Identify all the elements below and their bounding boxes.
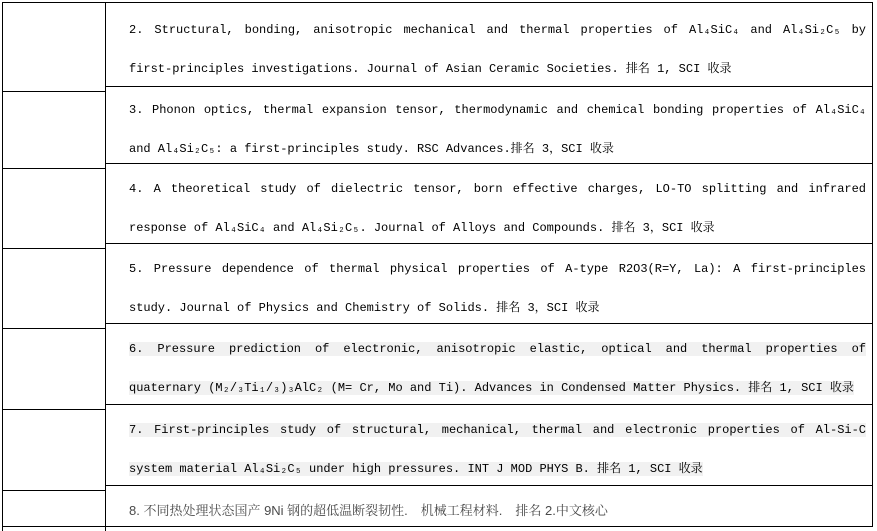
left-column-cell <box>3 3 105 91</box>
table-border-right <box>872 2 873 527</box>
publication-text-6: 6. Pressure prediction of electronic, anisotropic elastic, optical and thermal properties of quaternary (M₂/₃Ti₁/₃)₃AlC₂ (M= Cr, Mo and Ti). Advances in Condensed Matter Physics. 排名 1, SCI 收录 <box>129 342 866 395</box>
publication-text-4: 4. A theoretical study of dielectric tensor, born effective charges, LO-TO splitting and infrared response of Al₄SiC₄ and Al₄Si₂C₅. Journal of Alloys and Compounds. 排名 3，SCI 收录 <box>129 181 866 235</box>
publication-text-8: 8. 不同热处理状态国产 9Ni 钢的超低温断裂韧性. 机械工程材料. 排名 2.中文核心 <box>129 503 608 518</box>
publication-text-7: 7. First-principles study of structural, mechanical, thermal and electronic properties of Al-Si-C system material Al₄Si₂C₅ under high pressures. INT J MOD PHYS B. 排名 1, SCI 收录 <box>129 423 866 476</box>
left-column-cell <box>3 249 105 328</box>
left-column-cell <box>3 410 105 490</box>
publication-text-3: 3. Phonon optics, thermal expansion tensor, thermodynamic and chemical bonding properties of Al₄SiC₄ and Al₄Si₂C₅: a first-principles study. RSC Advances.排名 3，SCI 收录 <box>129 103 866 156</box>
publication-row-6 <box>106 324 872 404</box>
publication-row-3 <box>106 87 872 163</box>
publication-text-2: 2. Structural, bonding, anisotropic mechanical and thermal properties of Al₄SiC₄ and Al₄Si₂C₅ by first-principles investigations. Journal of Asian Ceramic Societies. 排名 1, SCI 收录 <box>129 22 866 76</box>
publication-row-2 <box>106 3 872 86</box>
publication-row-7 <box>106 405 872 485</box>
publication-row-5 <box>106 244 872 323</box>
left-column-cell <box>3 329 105 409</box>
left-column-cell <box>3 169 105 248</box>
publication-text-5: 5. Pressure dependence of thermal physical properties of A-type R2O3(R=Y, La): A first-principles study. Journal of Physics and Chemistry of Solids. 排名 3，SCI 收录 <box>129 261 866 315</box>
left-column-cell <box>3 491 105 531</box>
table-border-bottom <box>2 526 873 527</box>
left-column-cell <box>3 92 105 168</box>
publication-row-8 <box>106 486 872 526</box>
publication-row-4 <box>106 164 872 243</box>
